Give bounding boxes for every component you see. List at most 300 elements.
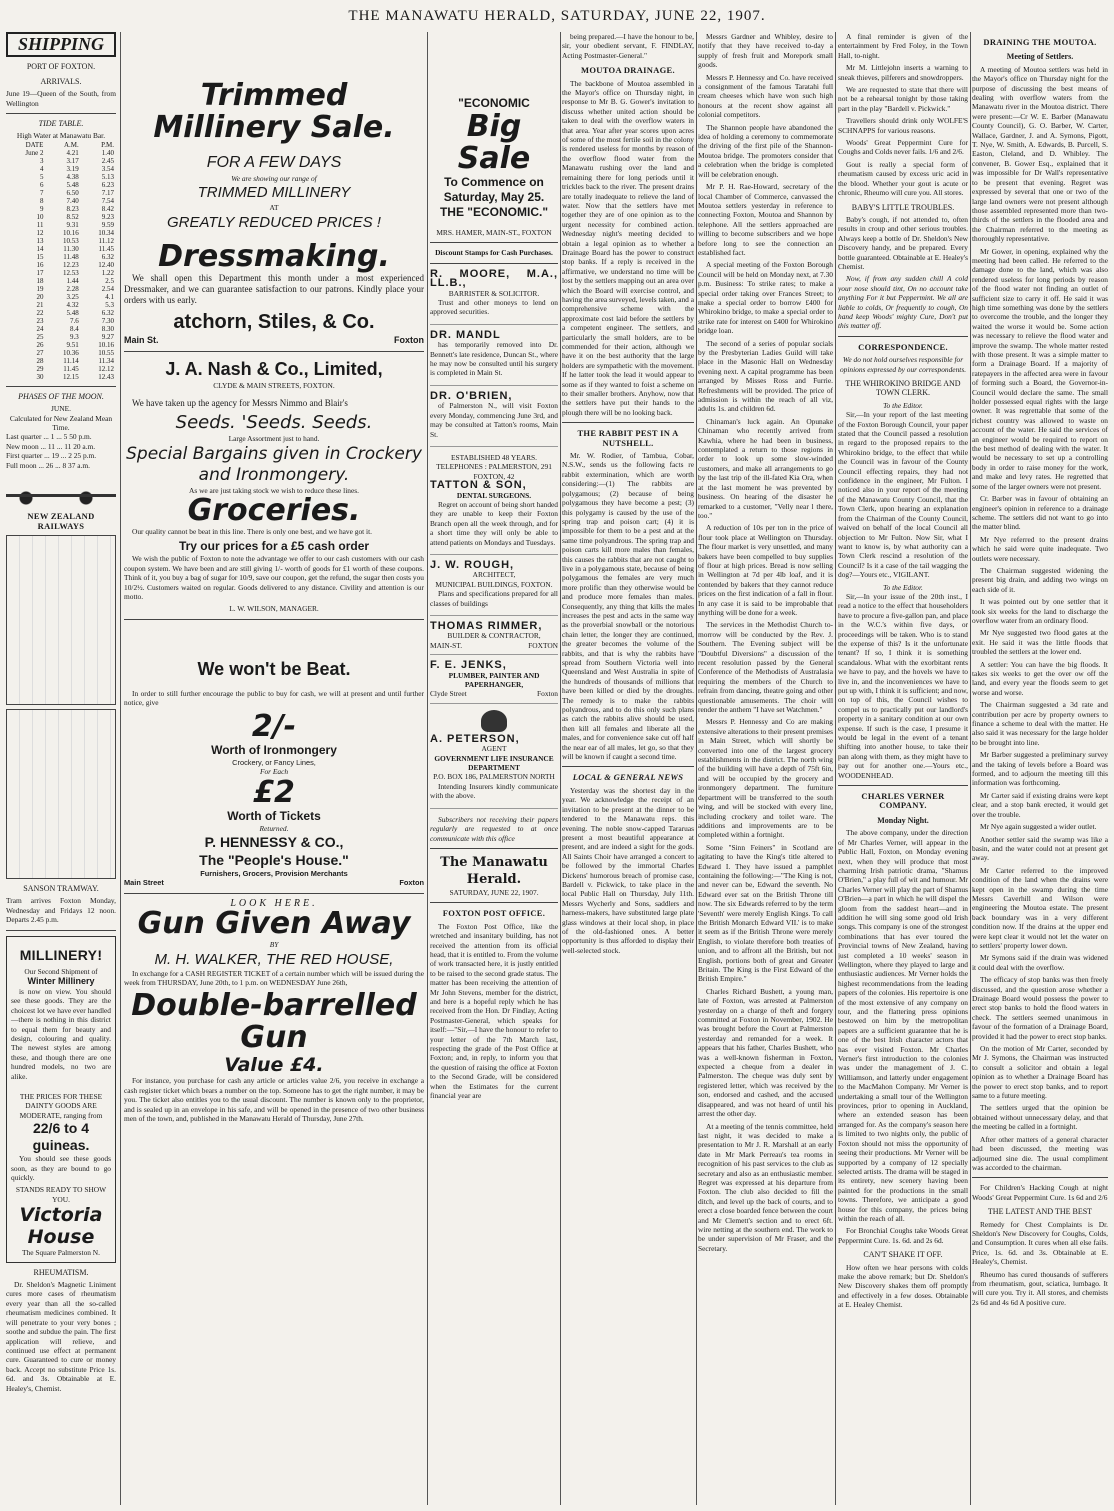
tide-cell: 7.6 — [69, 316, 79, 325]
moon-phase: New moon ... 11 ... 11 20 a.m. — [6, 441, 96, 451]
seeds-sub: Large Assortment just to hand. — [228, 434, 320, 444]
tide-cell: 10.53 — [62, 236, 79, 245]
tide-cell: 10.16 — [62, 228, 79, 237]
tide-cell: 26 — [36, 340, 44, 349]
tide-column-header: A.M. — [63, 140, 79, 149]
to-editor: To the Editor. — [883, 400, 923, 410]
worth-tickets: Worth of Tickets — [227, 808, 321, 823]
tide-cell: 10.36 — [62, 348, 79, 357]
tide-cell: 12.53 — [62, 268, 79, 277]
tide-row — [6, 221, 116, 229]
tide-cell: 8.52 — [66, 212, 79, 221]
tide-cell: 12.23 — [62, 260, 79, 269]
instance-text: For instance, you purchase for cash any article or articles value 2/6, you receive in exchange a cash register ticket which bears a number on the top. Someone has to get the right number, it may be you. The ticket also entitles you to the usual discount. The number is known only to the proprietor, and is sealed up in an envelope in his safe, and will be opened in the presence of two other business men of the town, and, published in the Manawatu Herald of Thursday, June 27th. — [124, 1076, 424, 1123]
rabbit-heading: THE RABBIT PEST IN A NUTSHELL. — [577, 428, 679, 448]
shipping-banner: SHIPPING — [6, 32, 116, 57]
nash-title: J. A. Nash & Co., Limited, — [165, 358, 383, 379]
tide-row — [6, 285, 116, 293]
verner-heading: CHARLES VERNER COMPANY. — [861, 791, 945, 811]
bargains-title: Special Bargains given in Crockery and Ironmongery. — [126, 443, 422, 485]
millinery-title: MILLINERY! — [19, 946, 103, 963]
arrival-entry: June 19—Queen of the South, from Wellington — [6, 89, 116, 108]
moon-sub: Calculated for New Zealand Mean Time. — [9, 413, 113, 433]
subscribers-notice: Subscribers not receiving their papers regularly are requested to at once communicate with this office — [430, 814, 558, 843]
letter-woodenhead: Sir,—In your issue of the 20th inst., I read a notice to the effect that householders have to procure a five-gallon pan, and place in the W.C.'s within five days, or proceedings will be taken. Who is to stand the expense of this? Is it the unfortunate tenant? If so, I think it is something scandalous. What with the exorbitant rents we have to pay, and the hovels we have to live in, and the inconveniences we have to put up with, I think it is sufficient; and now, on top of this, the Council wishes to compel us to practically put our landlord's property in a sanitary condition at our own expense. If such is the case, I presume it would be legal in the event of a tenant shifting into another house, to take their pan along with them, as they might have to pay out for another one.—Yours etc., WOODENHEAD. — [838, 591, 968, 780]
agency-text: We have taken up the agency for Messrs Nimmo and Blair's — [132, 398, 348, 409]
bronchial-text: For Bronchial Coughs take Woods Great Peppermint Cure. 1s. 6d. and 2s 6d. — [838, 1226, 968, 1245]
hacking-cough-text: For Children's Hacking Cough at night Woods' Great Peppermint Cure. 1s 6d and 2/6 — [972, 1183, 1108, 1202]
news-item: A final reminder is given of the entertainment by Fred Foley, in the Town Hall, to-night. — [838, 32, 968, 60]
news-item: Messrs P. Hennessy and Co are making extensive alterations to their present premises in Main Street, which will shortly be converted into one of the largest grocery establishments in the district. The north wing of the building will have a depth of 75ft 6in, and will be occupied by the grocery and ironmongery department. The furniture department will be transferred to the south wing, and will be stocked with every line, including crockery and toilet ware. The additions and improvements are to be completed within a fortnight. — [698, 717, 833, 840]
reduced-prices: GREATLY REDUCED PRICES ! — [167, 213, 381, 231]
tide-cell: 9.51 — [66, 340, 79, 349]
local-news-text: Yesterday was the shortest day in the year. We acknowledge the receipt of an invitation to be present at the dinner to be tendered to the Manawatu reps. this evening. The noble snow-capped Tararuas present a most beautiful appearance at present, and are indeed a sight for the gods. All Saints Choir have arranged a concert to be followed by the immortal Charles Dickens' humorous breach of promise case, Bardell v. Pickwick, to take place in the local Public Hall on Thursday, July 11th. Messrs Wycherly and Sons, saddlers and harness-makers, have substituted large plate glass windows at their local shop, in place of the old-fashioned ones. A better opportunity is thus afforded to display their well-selected stock. — [562, 785, 694, 955]
jenks-town: Foxton — [537, 689, 558, 699]
tide-cell: 4.32 — [66, 300, 79, 309]
jenks-sub: PLUMBER, PAINTER AND PAPERHANGER, — [448, 670, 540, 690]
sanson-heading: SANSON TRAMWAY. — [23, 883, 99, 893]
tide-cell: 10.55 — [98, 348, 114, 357]
news-item: The Shannon people have abandoned the idea of holding a ceremony to commemorate the driving of the first pile of the Shannon-Moutoa bridge. The promoters consider that a celebration when the bridge is completed will be celebration enough. — [698, 122, 833, 179]
rabbit-text: Mr. W. Rodier, of Tambua, Cobar, N.S.W., sends us the following facts re rabbit extermination, which are worth considering:—(1) The rabbits are polygamous; (2) because of being polygamous they have become a pest; (3) this polygamy is caused by the use of the spring trap and poison cart; (4) it is impossible for them to be a pest and at the same time polyandrous. The spring trap and poison carts kill more males than females, this causes the rabbits that are not caught to live in a polygamous state, because of being polygamous the females are very much more prolific than they otherwise would be and produce more females than males. Consequently, any thing that kills the males increases the pest and acts in the same way as the proverbial snowball or the notorious chain letter, the longer they are continued, the greater becomes the volume of the rabbits, and that is why the rabbits have spread from Southern Victoria well into Queensland and West Australia in spite of the hundreds of thousands of millions that have been killed or died by the droughts. The remedy is to make the rabbits polyandrous, and to do this only such plans as catch the rabbits alive should be used, then kill all females and liberate all the males, and for convenience sake cut off half the near ear of all males, let go, so that they will be known if caught a second time. — [562, 451, 694, 762]
hennessy-street: Main Street — [124, 878, 164, 888]
discount-stamps: Discount Stamps for Cash Purchases. — [435, 248, 553, 258]
tide-cell: 19 — [36, 284, 44, 293]
verner-text: The above company, under the direction of Mr Charles Verner, will appear in the Public Hall, Foxton, on Monday evening next, when they will produce that most charming Irish patriotic drama, "Shamus O'Brien," a play full of wit and humour. Mr Charles Verner will play the part of Shamus O'Brien—a part in which he will dispel the gloom from the saddest heart—and in addition he will sing some good old Irish songs. This company is one of the strongest combinations that has ever toured the Provincial towns of New Zealand, having just completed a 10 weeks' season in Wellington, where they played to large and enthusiastic audiences. Mr Verner holds the highest recommendations from the leading papers of the colonies. His repertoire is one of the most extensive of any company on tour, and the flattering press opinions bestowed on him by the metropolitan papers are a sufficient guarantee that he is one of the best Irish character actors that has ever visited Foxton. Mr Charles Verner's first introduction to the colonies was under the management of J. C. Williamson, and latterly under engagement to the MacMahon Company. Mr Verner is undertaking a small tour of the Wellington provinces, prior to opening in Auckland, where an extended season has been arranged for. As the company's season here is limited to two nights only, the public of Foxton should not miss the opportunity of seeing their productions. Mr Verner will be supported by a company of 12 specially selected artists. The drama will be staged in its entirety, new scenery having been painted for the productions in the small towns. Therefore, we anticipate a good house for this company, the prices being within the reach of all. — [838, 828, 968, 1223]
herald-date: SATURDAY, JUNE 22, 1907. — [449, 887, 539, 897]
tide-cell: 14 — [36, 244, 44, 253]
tide-cell: 9.23 — [101, 212, 114, 221]
tide-row — [6, 349, 116, 357]
tide-cell: 23 — [36, 316, 44, 325]
tide-row — [6, 173, 116, 181]
news-item: Mr P. H. Rae-Howard, secretary of the local Chamber of Commerce, canvassed the Moutoa settlers yesterday in reference to connecting Foxton, Moutoa and Shannon by telephone. All the settlers approached are willing to become subscribers and we hope before long to see the connection an established fact. — [698, 182, 833, 257]
column-rule — [835, 32, 836, 1505]
manager: L. W. WILSON, MANAGER. — [229, 604, 319, 614]
tide-cell: 15 — [36, 252, 44, 261]
tide-subheading: High Water at Manawatu Bar. — [16, 131, 106, 141]
news-item: Charles Richard Bushett, a young man, late of Foxton, was arrested at Palmerston yesterday on a charge of theft and forgery committed at Foxton in November, 1902. He was brought before the Court at Palmerston yesterday and remanded for a week. It appears that his father, Charles Bushett, who was a well-known fisherman in Foxton, expected a cheque from a dealer in Palmerston. The cheque was duly sent by registered letter, which was received by the son, endorsed and cashed, and the accused disappeared, and was not heard of until his arrest the other day. — [698, 986, 833, 1119]
post-office-cont: being prepared.—I have the honour to be, sir, your obedient servant, F. FINDLAY, Acting Postmaster-General." — [562, 32, 694, 60]
hennessy-name: P. HENNESSY & CO., — [204, 833, 344, 850]
correspondence-heading: CORRESPONDENCE. — [858, 341, 948, 352]
column-news-2 — [698, 32, 833, 1505]
victoria-house: Victoria House — [19, 1204, 103, 1249]
mandl-name: DR. MANDL — [430, 328, 501, 341]
tide-cell: 2.45 — [101, 156, 114, 165]
column-rule — [970, 32, 971, 1505]
tide-row — [6, 181, 116, 189]
moon-phases — [6, 432, 116, 470]
tide-cell: 11.48 — [63, 252, 79, 261]
peterson-agent: AGENT — [481, 744, 507, 754]
draining-text: The Chairman suggested a 3d rate and contribution per acre by property owners to finance a scheme to deal with the matter. He also said it was necessary for the large holder to be brought into line. — [972, 700, 1108, 747]
tide-row — [6, 237, 116, 245]
rheumatism-text: Dr. Sheldon's Magnetic Liniment cures more cases of rheumatism every year than all the so-called rheumatism medicines combined. It will penetrate to your very bones ; soothe and subdue the pain. The first application will relieve, and continued use effect at permanent cure. Guaranteed to cure or money back. Accept no substitute Price 1s. 6d. and 3s. Obtainable at E. Healey's, Chemist. — [6, 1280, 116, 1393]
jenks-name: F. E. JENKS, — [430, 659, 507, 672]
groceries-title: Groceries. — [187, 493, 361, 529]
tide-cell: 11.12 — [98, 236, 114, 245]
tide-row — [6, 149, 116, 157]
gun-text: In exchange for a CASH REGISTER TICKET of a certain number which will be issued during the week from THURSDAY, June 20th, to 1 p.m. on WEDNESDAY June 26th, — [124, 968, 424, 987]
tide-cell: 6.32 — [101, 252, 114, 261]
tide-cell: 24 — [36, 324, 44, 333]
insurers-text: Intending Insurers kindly communicate with the above. — [430, 781, 558, 801]
tide-cell: 6 — [39, 180, 44, 189]
ready-text: STANDS READY TO SHOW YOU. — [15, 1185, 107, 1204]
tide-row — [6, 301, 116, 309]
draining-text: Mr Symons said if the drain was widened it could deal with the overflow. — [972, 953, 1108, 972]
train-illustration — [6, 476, 116, 506]
wont-be-beat: We won't be Beat. — [197, 658, 351, 679]
tatton-name: TATTON & SON, — [430, 479, 527, 492]
tide-cell: 11.45 — [98, 244, 114, 253]
tide-row — [6, 341, 116, 349]
tide-cell: 2.28 — [66, 284, 79, 293]
tide-row — [6, 325, 116, 333]
correspondence-note: We do not hold ourselves responsible for opinions expressed by our correspondents. — [839, 355, 967, 374]
few-days: FOR A FEW DAYS — [206, 154, 342, 171]
moutoa-heading: MOUTOA DRAINAGE. — [581, 65, 675, 76]
beat-text: In order to still further encourage the public to buy for cash, we will at present and until further notice, give — [124, 688, 424, 708]
look-here: LOOK HERE. — [230, 897, 318, 909]
rough-name: J. W. ROUGH, — [430, 558, 515, 571]
news-item: Mr M. Littlejohn inserts a warning to sneak thieves, pilferers and snowdroppers. — [838, 63, 968, 82]
draining-text: On the motion of Mr Carter, seconded by Mr J. Symons, the Chairman was instructed to consult a solicitor and obtain a legal opinion as to whether a Drainage Board has the power to erect stop banks, and to report same to a future meeting. — [972, 1044, 1108, 1101]
rimmer-name: THOMAS RIMMER, — [430, 620, 543, 632]
draining-text: Mr Nye suggested two flood gates at the exit. He said it was the little floods that troubled the settlers at the lower end. — [972, 628, 1108, 657]
column-news-3 — [838, 32, 968, 1505]
tide-cell: 20 — [36, 292, 44, 301]
column-rule — [120, 32, 121, 1505]
tide-cell: 28 — [36, 356, 44, 365]
news-item: The services in the Methodist Church to-morrow will be conducted by the Rev. J. Southern. The Evening subject will be "Doubtful Diversions" a discussion of the recent resolution passed by the General Conference of the Methodists of Australasia requiring the members of the Church to refrain from dancing, theatre going and other questionable amusements. The choir will render the anthem "I have set Watchmen." — [698, 620, 833, 715]
baby-heading: BABY'S LITTLE TROUBLES. — [851, 202, 955, 212]
tide-cell: 11 — [36, 220, 44, 229]
draining-text: Mr Nye again suggested a wider outlet. — [980, 822, 1097, 832]
post-office-heading: FOXTON POST OFFICE. — [442, 908, 546, 919]
draining-text: Mr Nye referred to the present drains which he said were quite inadequate. Two outlets were necessary. — [972, 534, 1108, 563]
showing-text: We are showing our range of — [231, 174, 317, 183]
tide-cell: 3 — [39, 156, 44, 165]
tide-row — [6, 317, 116, 325]
jenks-street: Clyde Street — [430, 689, 467, 699]
news-item: At a meeting of the tennis committee, held last night, it was decided to make a presentation to Mr J. R. Marshall at an early date in Mr Mark Perreau's tea rooms in recognition of his past services to the club as secretary and also as an enthusiastic member. Regret was expressed at his departure from Foxton. The club also decided to fill the ditch, and level up the back of courts, and to erect a close boarded fence between the court and Mr Clemett's section and to erect 6ft. wire netting at the southern end. The work to be under supervision of Mr Fraser, and the Secretary. — [698, 1121, 833, 1253]
tide-column-header: DATE — [25, 140, 44, 149]
to-editor: To the Editor. — [883, 582, 923, 592]
column-rule — [427, 32, 428, 1505]
tatton-tel: TELEPHONES : PALMERSTON, 291 FOXTON, 42 — [436, 462, 552, 481]
firm-town: Foxton — [394, 334, 424, 345]
draining-text: Mr Barber suggested a preliminary survey and the taking of levels before a Board was formed, and to adjourn the meeting till this information was forthcoming. — [972, 750, 1108, 788]
news-item: We are requested to state that there will not be a rehearsal tonight by those taking part in the play "Bardell v. Pickwick." — [838, 85, 968, 113]
draining-text: After other matters of a general character had been discussed, the meeting was adjourned sine die. The usual compliment was accorded to the chairman. — [972, 1134, 1108, 1172]
draining-text: The settlers urged that the opinion be obtained without unnecessary delay, and that the meeting be called in a fortnight. — [972, 1103, 1108, 1132]
tide-cell: 7.54 — [101, 196, 114, 205]
rimmer-street: MAIN-ST. — [430, 640, 463, 650]
column-news-1 — [562, 32, 694, 1505]
economic-label: "ECONOMIC — [458, 96, 530, 110]
by-text: BY — [269, 940, 279, 950]
tide-cell: 5 — [39, 172, 44, 181]
millinery-body: is now on view. You should see these goods. They are the choicest lot we have ever handled —there is nothing in this district to equal them for beauty and design, colouring and quality. The newest styles are among these, and though there are one hundred models, no two are alike. — [11, 986, 111, 1081]
column-cards — [430, 32, 558, 1505]
dressmaking-text: We shall open this Department this month under a most experienced Dressmaker, and we can guarantee satisfaction to our patrons. Kindly place your orders with us early. — [124, 272, 424, 305]
moon-phase: First quarter ... 19 ... 2 25 p.m. — [6, 451, 97, 461]
tide-row — [6, 189, 116, 197]
groceries-text: Our quality cannot be beat in this line. There is only one best, and we have got it. — [132, 527, 373, 537]
tide-cell: June 2 — [25, 148, 44, 157]
po-box: P.O. BOX 186, PALMERSTON NORTH — [433, 772, 555, 782]
tide-row — [6, 365, 116, 373]
poem-text: Now, if from any sudden chill A cold your nose should tint, On no account take anything For it but Peppermint. We all are liable to colds, Or frequently to cough, On hand keep Woods' mighty Cure, Don't put this matter off. — [838, 274, 968, 331]
news-item: Chinaman's luck again. An Opunake Chinaman who recently arrived from Kawhia, where he had been in business, contemplated a return to those regions in order to look up some slow-winded customers, and make all arrangements to go by the last trip of the ill-fated Kia Ora, when at the last moment he was prevented by business. On hearing of the disaster he remarked to a customer, "Velly near l there, too." — [698, 416, 833, 520]
rimmer-sub: BUILDER & CONTRACTOR, — [447, 631, 541, 641]
news-item: Some "Sinn Feiners" in Scotland are agitating to have the King's title altered to Edward I. They have issued a pamphlet containing the following:—"The King is not, and never can be, Edward the seventh. No Edward ever sat on the British Throne till now. The six Edwards referred to by the term 'Seventh' were merely English Kings. To call the British Monarch Edward VII.' is to make it seem as if the British Throne were merely English, to violate therefore both treaties of union, and to affront all the British, but not English, portions both of great and Greater Britain. The King is the First Edward of the British Empire." — [698, 842, 833, 984]
double-barrelled: Double-barrelled Gun — [131, 988, 417, 1056]
tide-cell: 9.27 — [101, 332, 114, 341]
tide-cell: 27 — [36, 348, 44, 357]
tide-row — [6, 333, 116, 341]
hennessy-town: Foxton — [399, 878, 424, 888]
govt-insurance: GOVERNMENT LIFE INSURANCE DEPARTMENT — [434, 753, 554, 773]
draining-text: The efficacy of stop banks was then freely discussed, and the question arose whether a Drainage Board would possess the power to erect stop banks to hold the flood waters in check. The settlers seemed unanimous in favour of the formation of a Drainage Board, provided it had the power to erect stop banks. — [972, 975, 1108, 1041]
rough-text: Plans and specifications prepared for all classes of buildings — [430, 589, 558, 608]
column-rule — [696, 32, 697, 1505]
column-news-4 — [972, 32, 1108, 1505]
draining-text: Another settler said the swamp was like a basin, and the water could not at present get away. — [972, 834, 1108, 863]
tide-cell: 18 — [36, 276, 44, 285]
tide-row — [6, 253, 116, 261]
tide-cell: 10.16 — [98, 340, 114, 349]
tide-row — [6, 293, 116, 301]
for-each: For Each — [259, 767, 289, 777]
whirokino-heading: THE WHIROKINO BRIDGE AND TOWN CLERK. — [845, 379, 961, 398]
tide-cell: 12.43 — [98, 372, 114, 381]
cant-shake-text: How often we hear persons with colds make the above remark; but Dr. Sheldon's New Discovery shakes them off promptly and effectively in a few doses. Obtainable at E. Healey Chemist. — [838, 1262, 968, 1310]
moore-name: R. MOORE, M.A., LL.B., — [430, 267, 558, 290]
reduce-text: As we are just taking stock we wish to reduce these lines. — [189, 485, 359, 495]
tide-row — [6, 269, 116, 277]
latest-text: Remedy for Chest Complaints is Dr. Sheldon's New Discovery for Coughs, Colds, and Consumption. It cures when all else fails. Price, 1s. 6d. and 3s. Obtainable at E. Healey's, Chemist. — [972, 1219, 1108, 1267]
big-sale-title: Big Sale — [457, 109, 531, 176]
tide-cell: 4.38 — [66, 172, 79, 181]
local-news-heading: LOCAL & GENERAL NEWS — [572, 772, 684, 783]
tide-cell: 4.21 — [66, 148, 79, 157]
rheumo-text: Rheumo has cured thousands of sufferers from rheumatism, gout, sciatica, lumbago. It will cure you. Try it. All stores, and chemists 2s 6d and 4s 6d A positive cure. — [972, 1269, 1108, 1307]
tide-heading: TIDE TABLE. — [38, 119, 84, 129]
tide-row — [6, 205, 116, 213]
herald-title: The Manawatu Herald. — [440, 854, 548, 887]
moutoa-text: The backbone of Moutoa assembled in the Mayor's office on Thursday night, in response to Mr B. G. Gower's invitation to discuss whether united action should be taken to deal with the overflow waters in that area. Year after year scores upon acres of some of the most fertile soil in the colony is rendered useless for months by reason of the overflow flood water from the Manawatu rushing over the land and remaining there for long periods until it trickles back to the river. The present drains are totally inadequate to relieve the land of water. Now that the settlers have met together they are of one opinion as to the urgent necessity for combined action. Wednesday night's meeting decided to obtain a legal opinion as to whether a Drainage Board has the power to construct stop banks. If a reply is received in the affirmative, we understand no time will be lost by the settlers mapping out an area over which the Board will exercise control, and having the area surveyed, levels taken, and a comprehensive scheme with the approximate cost laid before the settlers by a competent engineer. The settlers, and particularly the small holders, are to be commended for their action, although we have it on the best authority that the large holders are sympathetic with the movement. If he latter took the lead it would appear to some as if they wanted to foist a scheme on to their smaller brothers. Anyhow, now that the settlers have put their hands to the plough there will be no looking back. — [562, 78, 694, 417]
tide-row — [6, 229, 116, 237]
tide-cell: 7 — [39, 188, 44, 197]
tide-cell: 12.40 — [98, 260, 114, 269]
news-item: A reduction of 10s per ton in the price of flour took place at Wellington on Thursday. The flour market is very unsettled, and many bakers have been compelled to buy supplies of flour at high prices. Bread is now selling in Wellington at 7d per 4lb loaf, and it is contended by bakers that they cannot reduce prices on the first indication of a fall in flour. In any case it is said to be improbable that anything will be done for a week. — [698, 523, 833, 617]
tide-row — [6, 277, 116, 285]
draining-text: Mr Carter referred to the improved condition of the land when the drains were kept open in the swamp during the time Messrs Caverhill and Wilson were engineering the Moutoa estate. The present back boundary was in a very different condition now. If the drains at the upper end were kept clear it would not let the water on to settlers' property lower down. — [972, 865, 1108, 950]
tide-row — [6, 245, 116, 253]
column-shipping — [6, 32, 116, 1505]
tide-cell: 2.54 — [101, 284, 114, 293]
tatton-text: Regret on account of being short handed they are unable to keep their Foxton Branch open all the week through, and for a short time they will only be able to attend patients on Mondays and Tuesdays. — [430, 499, 558, 547]
obrien-text: of Palmerston N., will visit Foxton every Monday, commencing June 3rd, and may be consulted at Tatton's rooms, Main St. — [430, 401, 558, 439]
draining-text: It was pointed out by one settler that it took six weeks for the land to discharge the overflow water from an ordinary flood. — [972, 597, 1108, 625]
railway-timetable — [6, 535, 116, 705]
sanson-text: Tram arrives Foxton Monday, Wednesday and Fridays 12 noon. Departs 2.45 p.m. — [6, 896, 116, 925]
moore-text: Trust and other moneys to lend on approved securities. — [430, 298, 558, 317]
tide-cell: 6.23 — [101, 180, 114, 189]
tide-cell: 5.48 — [66, 180, 79, 189]
tide-cell: 12 — [36, 228, 44, 237]
tide-table — [6, 141, 116, 381]
draining-text: Cr. Barber was in favour of obtaining an engineer's opinion in reference to a drainage scheme. The settlers did not want to go into the matter blind. — [972, 494, 1108, 532]
tide-cell: 10 — [36, 212, 44, 221]
tide-cell: 12.15 — [62, 372, 79, 381]
tide-cell: 10.34 — [98, 228, 114, 237]
tide-cell: 3.25 — [66, 292, 79, 301]
price-range: 22/6 to 4 guineas. — [32, 1120, 90, 1154]
tide-cell: 7.40 — [66, 196, 79, 205]
tide-row — [6, 357, 116, 365]
draining-subheading: Meeting of Settlers. — [1006, 52, 1074, 62]
news-item: Messrs P. Hennessy and Co. have received a consignment of the famous Taratahi full cream cheeses which have won such high honours at the recent show against all colonial competitors. — [698, 72, 833, 120]
tide-cell: 7.17 — [101, 188, 114, 197]
tide-cell: 7.30 — [101, 316, 114, 325]
trimmed-millinery-title: Trimmed Millinery Sale. — [153, 78, 395, 145]
tide-cell: 11.14 — [63, 356, 79, 365]
news-item: Messrs Gardner and Whibley, desire to notify that they have received to-day a supply of fresh fruit and Morepork small goods. — [698, 32, 833, 70]
seeds-title: Seeds. 'Seeds. Seeds. — [175, 412, 373, 434]
moon-month: JUNE. — [51, 404, 71, 414]
tide-cell: 8.42 — [101, 204, 114, 213]
worth-ironmongery: Worth of Ironmongery — [211, 742, 337, 757]
tide-cell: 9.3 — [69, 332, 79, 341]
arrivals-heading: ARRIVALS. — [40, 76, 82, 86]
tide-cell: 2.5 — [105, 276, 114, 285]
tide-cell: 29 — [36, 364, 44, 373]
hamer-address: MRS. HAMER, MAIN-ST., FOXTON — [436, 228, 552, 237]
rheumatism-heading: RHEUMATISM. — [33, 1267, 89, 1277]
tide-cell: 6.50 — [66, 188, 79, 197]
tide-cell: 6.32 — [101, 308, 114, 317]
firm-street: Main St. — [124, 334, 159, 345]
baby-text: Baby's cough, if not attended to, often results in croup and other serious troubles. Always keep a bottle of Dr. Sheldon's New Discovery handy, and be prepared. Every bottle guaranteed. Obtainable at E. Healey's Chemist. — [838, 214, 968, 271]
draining-text: Mr Carter said if existing drains were kept clear, and a stop bank erected, it would get over the trouble. — [972, 790, 1108, 819]
see-text: You should see these goods soon, as they are bound to go quickly. — [11, 1154, 111, 1183]
two-pounds: £2 — [253, 774, 295, 810]
tatton-est: ESTABLISHED 48 YEARS. — [451, 452, 537, 462]
tide-cell: 16 — [36, 260, 44, 269]
tide-row — [6, 261, 116, 269]
tide-cell: 9.59 — [101, 220, 114, 229]
tide-cell: 4.1 — [105, 292, 114, 301]
moon-phase: Full moon ... 26 ... 8 37 a.m. — [6, 460, 90, 470]
tide-cell: 3.54 — [101, 164, 114, 173]
column-advertisements — [124, 32, 424, 1505]
tide-cell: 8.23 — [66, 204, 79, 213]
moon-heading: PHASES OF THE MOON. — [18, 391, 104, 401]
try-heading: Try our prices for a £5 cash order — [178, 539, 370, 554]
tide-row — [6, 157, 116, 165]
draining-text: A meeting of Moutoa settlers was held in the Mayor's office on Thursday night for the purpose of discussing the best means of dealing with overflow waters from the Manawatu river in the Moutoa district. There were present:—Cr W. E. Barber (Manawatu County Council), G. O. Barber, W. Carter, Wallace, Gardner, J. and A. Symons, Pigott, T. Nye, W. Smith, A. Edwards, B. Purcell, S. Easton, Cleland, and D. Whibley. The convener, B. Gower Esq., explained that it was impossible for Dr Wall's representative to be present that evening. Regret was expressed by several that one or two of the large land owners were not present although those assembled represented more than two-thirds of the settlers in the flooded area and the Chairman referred to the meeting as thoroughly representative. — [972, 64, 1108, 244]
masthead: THE MANAWATU HERALD, SATURDAY, JUNE 22, 1907. — [348, 8, 766, 24]
dressmaking-title: Dressmaking. — [158, 238, 390, 274]
tide-cell: 4 — [39, 164, 44, 173]
the-economic: THE "ECONOMIC." — [439, 205, 549, 219]
tide-cell: 1.40 — [101, 148, 114, 157]
cant-shake-heading: CAN'T SHAKE IT OFF. — [863, 1250, 943, 1260]
obrien-name: DR. O'BRIEN, — [430, 389, 513, 402]
news-item: Woods' Great Peppermint Cure for Coughs and Colds never fails. 1/6 and 2/6. — [838, 138, 968, 157]
tide-cell: 3.17 — [66, 156, 79, 165]
tide-cell: 8 — [39, 196, 44, 205]
draining-text: The Chairman suggested widening the present big drain, and adding two wings on each side of it. — [972, 565, 1108, 594]
prices-text: THE PRICES FOR THESE DAINTY GOODS ARE MODERATE, ranging from — [19, 1092, 103, 1120]
rimmer-town: FOXTON — [528, 640, 558, 650]
rough-sub: ARCHITECT, — [472, 570, 516, 580]
tide-cell: 21 — [36, 300, 44, 309]
tide-cell: 5.48 — [66, 308, 79, 317]
tide-cell: 12.12 — [98, 364, 114, 373]
post-office-text: The Foxton Post Office, like the wretched and insanitary building, has not received the attention from its official head, that it is entitled to. From the volume of work transacted here, it is justly entitled to be raised to the second grade status. The matter has been receiving the attention of Mr John Stevens, member for the district, and here is a hopeful reply which he has received from the Hon. Dr Findlay, Acting Postmaster-General, which speaks for itself:—"Sir,—I have the honour to refer to your letter of the 7th March last, respecting the grade of the Post Office at Foxton; and, in reply, to inform you that the question of raising the office at Foxton to the Second Grade, will be considered when the Estimates for the current financial year are — [430, 921, 558, 1101]
sale-date: Saturday, May 25. — [443, 190, 545, 204]
moon-phase: Last quarter ... 1 ... 5 50 p.m. — [6, 432, 92, 442]
trimmed-millinery: TRIMMED MILLINERY — [197, 184, 351, 202]
railways-heading: NEW ZEALAND RAILWAYS — [27, 511, 95, 531]
peoples-house: The "People's House." — [199, 851, 349, 868]
tide-cell: 1.22 — [101, 268, 114, 277]
firm-name: atchorn, Stiles, & Co. — [173, 310, 375, 333]
try-text: We wish the public of Foxton to note the advantage we offer to our cash customers with our cash coupon system. We have been and are still giving 1/- worth of goods for £1 worth of these coupons. Think of it, you buy a bag of sugar for 10/9, save our coupon, get the refund, the sugar then costs you 10/2½. Customers waited on regular. Goods delivered to any distance. Civility and attention is our motto. — [124, 554, 424, 602]
walker-name: M. H. WALKER, THE RED HOUSE, — [154, 950, 394, 968]
commence-text: To Commence on — [444, 175, 544, 189]
news-item: Travellers should drink only WOLFE'S SCHNAPPS for various reasons. — [838, 116, 968, 135]
column-rule — [560, 32, 561, 1505]
coat-of-arms-icon — [481, 710, 507, 732]
tide-cell: 8.4 — [69, 324, 79, 333]
winter-millinery: Winter Millinery — [27, 975, 95, 986]
two-shillings: 2/- — [251, 708, 297, 744]
moore-sub: BARRISTER & SOLICITOR. — [448, 288, 540, 298]
at-text: AT — [269, 203, 279, 213]
port-heading: PORT OF FOXTON. — [26, 62, 96, 72]
tide-cell: 17 — [36, 268, 44, 277]
news-item: Gout is really a special form of rheumatism caused by excess uric acid in the blood. Whether your gout is acute or chronic, Rheumo will cure you. All stores. — [838, 159, 968, 198]
millinery-intro: Our Second Shipment of — [24, 966, 98, 976]
tide-cell: 22 — [36, 308, 44, 317]
draining-text: Mr Gower, in opening, explained why the meeting had been called. He referred to the damage done to the land, which was also rendered useless for long periods by reason of the flood water not finding an outlet of sufficient size to carry it off. He said it was high time something was done by the settlers to overcome the trouble, and the longer they waited the worse it would be. Some action was necessary to relieve the flood water and improve the swamp. The whole matter rested with those present. It was a simple matter to form a Drainage Board. If a majority of ratepayers in the affected area were in favour of forming such a Board, the Governor-in-Council would declare the same. The small holder possessed equal rights with the large owner. It was regrettable that some of the richest country was allowed to waste on account of the water. He said the services of an engineer would be required to report on the best method of dealing with the water. It would be necessary to set up a controlling body in order to raise money for the work, and make and levy rates. He regretted that some of the larger owners were not present. — [972, 246, 1108, 491]
tide-cell: 11.30 — [63, 244, 79, 253]
tide-cell: 3.19 — [66, 164, 79, 173]
tide-row — [6, 165, 116, 173]
tide-cell: 11.34 — [98, 356, 114, 365]
railway-timetable — [6, 709, 116, 879]
victoria-address: The Square Palmerston N. — [22, 1248, 100, 1258]
tide-cell: 13 — [36, 236, 44, 245]
returned: Returned. — [259, 823, 289, 833]
latest-heading: THE LATEST AND THE BEST — [987, 1207, 1093, 1217]
draining-text: A settler: You can have the big floods. It takes six weeks to get the over ow off the land, and every year the floods seem to get worse and worse. — [972, 659, 1108, 697]
tide-cell: 5.3 — [105, 300, 114, 309]
mandl-text: has temporarily removed into Dr. Bennett's late residence, Duncan St., where he may now be consulted until his surgery is completed in Main St. — [430, 340, 558, 378]
news-item: A special meeting of the Foxton Borough Council will be held on Monday next, at 7.30 p.m. Business: To strike rates; to make a special order taking over Frances Street; to make a special order to borrow £400 for Whirokino bridge, to make a special order to strike rate for interest on £400 for Whirokino bridge loan. — [698, 260, 833, 336]
letter-vigilant: Sir,—In your report of the last meeting of the Foxton Borough Council, your paper stated that the Council passed a resolution in regard to the proposed repairs to the Whirokino bridge, to the effect that while the Council was in favour of the County Council effecting repairs, they had not confidence in the engineer, Mr Fulton. I noticed also in your report of the meeting of the Manawatu County Council, that the Town Clerk, upon hearing an explanation from the Chairman of the County Council, waived on behalf of the local Council all objection to Mr Fulton. Now Sir, what I want to know is, by what authority can a Town Clerk rescind a resolution of the Council? Is it a case of the tail wagging the dog?—Yours etc., VIGILANT. — [838, 410, 968, 580]
tide-cell: 9.31 — [66, 220, 79, 229]
tide-column-header: P.M. — [101, 140, 114, 149]
tide-cell: 5.13 — [101, 172, 114, 181]
tide-cell: 1.44 — [66, 276, 79, 285]
